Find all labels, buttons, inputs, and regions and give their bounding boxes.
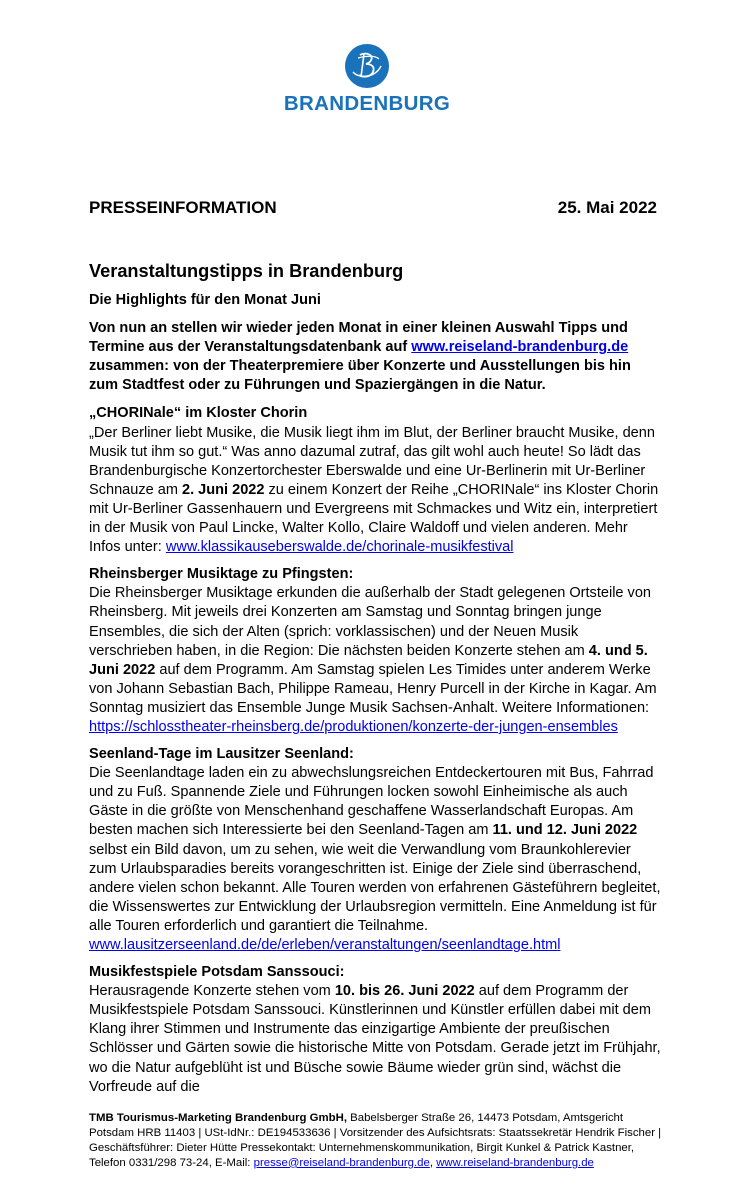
text: ,	[429, 1156, 437, 1169]
link[interactable]: www.lausitzerseenland.de/de/erleben/veranstaltungen/seenlandtage.html	[89, 937, 561, 953]
press-label: PRESSEINFORMATION	[89, 198, 277, 217]
text: selbst ein Bild davon, um zu sehen, wie weit die Verwandlung vom Braunkohlerevier zum Urlaubsparadies bereits vorangeschritten ist. Einige der Ziele sind überraschend, andere vielen schon bekannt. Alle Touren werden von erfahrenen Gästeführern begleitet, die Wissenswertes zur Entwicklung der Urlaubsregion vermitteln. Eine Anmeldung ist für alle Touren erforderlich und garantiert die Teilnahme.	[89, 841, 661, 934]
bold-text: TMB Tourismus-Marketing Brandenburg GmbH,	[89, 1111, 347, 1124]
press-date: 25. Mai 2022	[557, 198, 657, 217]
logo-monogram-icon	[345, 44, 389, 88]
footer-imprint	[89, 1111, 669, 1171]
link[interactable]: https://schlosstheater-rheinsberg.de/produktionen/konzerte-der-jungen-ensembles	[89, 718, 618, 735]
section-body	[89, 982, 661, 1097]
section-heading: Seenland-Tage im Lausitzer Seenland:	[89, 746, 354, 763]
logo-wordmark: BRANDENBURG	[283, 92, 451, 115]
event-section	[89, 404, 661, 557]
text: auf dem Programm der Musikfestspiele Potsdam Sanssouci. Künstlerinnen und Künstler erfüllen dabei mit dem Klang ihrer Stimmen und Instrumente das einzigartige Ambiente der preußischen Schlösser und Gärten sowie die historische Mitte von Potsdam. Gerade jetzt im Frühjahr, wo die Natur aufgeblüht ist und Büsche sowie Bäume wieder grün sind, wächst die Vorfreude auf die	[89, 983, 661, 1095]
bold-text: 11. und 12. Juni 2022	[492, 822, 638, 839]
section-body	[89, 424, 661, 558]
bold-text: 10. bis 26. Juni 2022	[334, 983, 475, 1000]
brandenburg-logo	[83, 44, 651, 116]
text: Die Rheinsberger Musiktage erkunden die außerhalb der Stadt gelegenen Ortsteile von Rheinsberg. Mit jeweils drei Konzerten am Samstag und Sonntag bringen junge Ensembles, die sich der Alten (sprich: vorklassischen) und der Neuen Musik verschrieben haben, in die Region: Die nächsten beiden Konzerte stehen am	[89, 585, 652, 659]
text: Herausragende Konzerte stehen vom	[89, 983, 335, 1000]
event-section	[89, 745, 661, 955]
page-title: Veranstaltungstipps in Brandenburg	[89, 261, 404, 281]
event-sections	[89, 404, 661, 1096]
text: Von nun an stellen wir wieder jeden Monat in einer kleinen Auswahl Tipps und Termine aus der Veranstaltungsdatenbank auf	[89, 320, 628, 356]
text: zu einem Konzert der Reihe „CHORINale“ ins Kloster Chorin mit Ur-Berliner Gassenhauern und Evergreens mit Schmackes und Witz ein, interpretiert in der Musik von Paul Lincke, Walter Kollo, Claire Waldoff und vielen anderen. Mehr Infos unter:	[89, 481, 659, 556]
page-subtitle: Die Highlights für den Monat Juni	[89, 292, 321, 308]
section-heading: Rheinsberger Musiktage zu Pfingsten:	[89, 566, 354, 583]
text: Babelsberger Straße 26, 14473 Potsdam, Amtsgericht Potsdam HRB 11403 | USt-IdNr.: DE194533636 | Vorsitzender des Aufsichtsrats: Staatssekretär Hendrik Fischer | Geschäftsführer: Dieter Hütte Pressekontakt: Unternehmenskommunikation, Birgit Kunkel & Patrick Kastner, Telefon 0331/298 73-24, E-Mail:	[89, 1111, 662, 1169]
event-section	[89, 963, 661, 1097]
intro-paragraph	[89, 319, 661, 395]
bold-text: 4. und 5. Juni 2022	[89, 642, 648, 678]
link[interactable]: www.klassikauseberswalde.de/chorinale-musikfestival	[165, 539, 514, 556]
link[interactable]: www.reiseland-brandenburg.de	[411, 339, 629, 356]
event-section	[89, 565, 661, 737]
section-body	[89, 764, 661, 955]
document-body	[89, 260, 661, 1097]
text: auf dem Programm. Am Samstag spielen Les Timides unter anderem Werke von Johann Sebastian Bach, Philippe Rameau, Henry Purcell in der Kirche in Kagar. Am Sonntag musiziert das Ensemble Junge Musik Sachsen-Anhalt. Weitere Informationen:	[89, 661, 657, 716]
text: „Der Berliner liebt Musike, die Musik liegt ihm im Blut, der Berliner braucht Musike, denn Musik tut ihm so gut.“ Was anno dazumal zutraf, das gilt wohl auch heute! So lädt das Brandenburgische Konzertorchester Eberswalde und eine Ur-Berlinerin mit Ur-Berliner Schnauze am	[89, 424, 655, 498]
section-heading: „CHORINale“ im Kloster Chorin	[89, 405, 308, 422]
text: zusammen: von der Theaterpremiere über Konzerte und Ausstellungen bis hin zum Stadtfest oder zu Führungen und Spaziergängen in die Natur.	[89, 358, 631, 394]
link[interactable]: presse@reiseland-brandenburg.de	[253, 1156, 430, 1169]
link[interactable]: www.reiseland-brandenburg.de	[436, 1156, 594, 1169]
section-heading: Musikfestspiele Potsdam Sanssouci:	[89, 964, 345, 981]
text: Die Seenlandtage laden ein zu abwechslungsreichen Entdeckertouren mit Bus, Fahrrad und zu Fuß. Spannende Ziele und Führungen locken sowohl Einheimische als auch Gäste in die größte von Menschenhand geschaffene Wasserlandschaft Europas. Am besten machen sich Interessierte bei den Seenland-Tagen am	[89, 765, 654, 839]
bold-text: 2. Juni 2022	[182, 481, 265, 498]
section-body	[89, 584, 661, 737]
press-header	[89, 198, 657, 218]
